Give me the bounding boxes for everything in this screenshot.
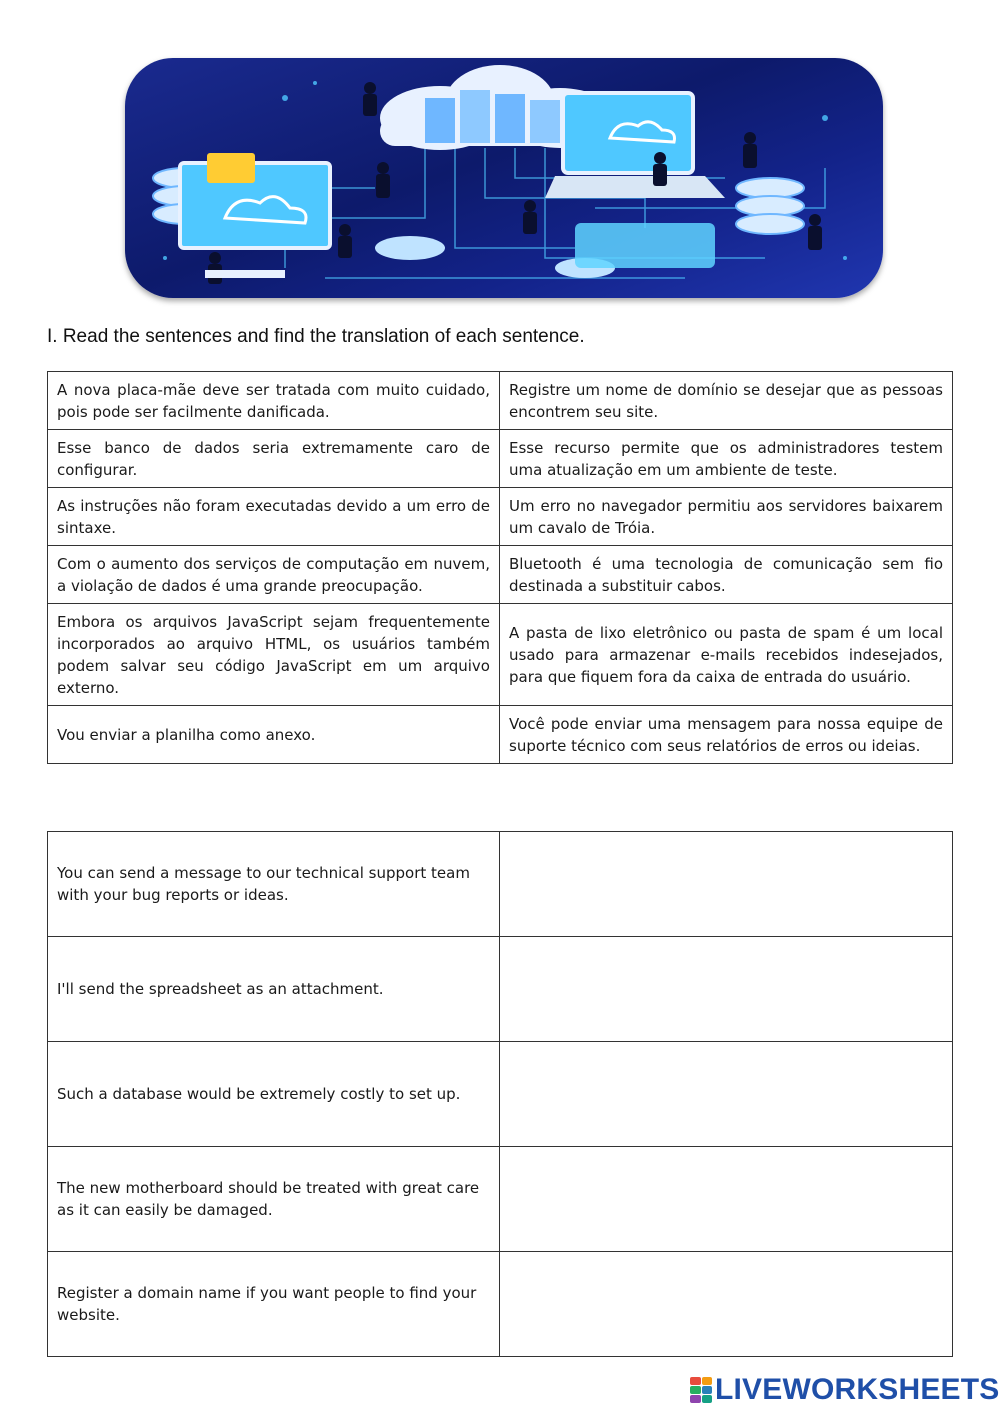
liveworksheets-logo-icon xyxy=(690,1377,712,1403)
table-row xyxy=(48,706,953,764)
table-row xyxy=(48,832,953,937)
table-row xyxy=(48,430,953,488)
answer-drop-zone[interactable] xyxy=(500,1147,953,1252)
table-row xyxy=(48,1252,953,1357)
cloud-network-illustration-icon xyxy=(125,58,883,298)
table-cell: Bluetooth é uma tecnologia de comunicação sem fio destinada a substituir cabos. xyxy=(500,546,953,604)
table-row xyxy=(48,488,953,546)
header-illustration xyxy=(125,58,883,298)
table-cell: As instruções não foram executadas devido a um erro de sintaxe. xyxy=(48,488,500,546)
english-sentence: The new motherboard should be treated with great care as it can easily be damaged. xyxy=(48,1147,500,1252)
table-cell: Embora os arquivos JavaScript sejam frequentemente incorporados ao arquivo HTML, os usuários também podem salvar seu código JavaScript em um arquivo externo. xyxy=(48,604,500,706)
table-cell: Esse recurso permite que os administradores testem uma atualização em um ambiente de teste. xyxy=(500,430,953,488)
table-row xyxy=(48,1042,953,1147)
answer-drop-zone[interactable] xyxy=(500,1042,953,1147)
table-row xyxy=(48,372,953,430)
logo-text: LIVEWORKSHEETS xyxy=(715,1373,1000,1406)
table-cell: Você pode enviar uma mensagem para nossa equipe de suporte técnico com seus relatórios de erros ou ideias. xyxy=(500,706,953,764)
table-cell: Um erro no navegador permitiu aos servidores baixarem um cavalo de Tróia. xyxy=(500,488,953,546)
answer-drop-zone[interactable] xyxy=(500,1252,953,1357)
table-row xyxy=(48,604,953,706)
instruction-heading: I. Read the sentences and find the translation of each sentence. xyxy=(47,326,585,347)
table-row xyxy=(48,937,953,1042)
portuguese-sentences-table xyxy=(47,371,953,764)
answer-drop-zone[interactable] xyxy=(500,937,953,1042)
table-cell: A nova placa-mãe deve ser tratada com muito cuidado, pois pode ser facilmente danificada. xyxy=(48,372,500,430)
english-sentence: Register a domain name if you want people to find your website. xyxy=(48,1252,500,1357)
english-sentence: You can send a message to our technical support team with your bug reports or ideas. xyxy=(48,832,500,937)
table-row xyxy=(48,546,953,604)
answer-drop-zone[interactable] xyxy=(500,832,953,937)
liveworksheets-logo xyxy=(690,1373,1000,1407)
table-cell: Esse banco de dados seria extremamente caro de configurar. xyxy=(48,430,500,488)
english-sentence: Such a database would be extremely costly to set up. xyxy=(48,1042,500,1147)
english-sentence: I'll send the spreadsheet as an attachment. xyxy=(48,937,500,1042)
table-cell: Com o aumento dos serviços de computação em nuvem, a violação de dados é uma grande preocupação. xyxy=(48,546,500,604)
table-row xyxy=(48,1147,953,1252)
table-cell: Registre um nome de domínio se desejar que as pessoas encontrem seu site. xyxy=(500,372,953,430)
english-translation-table xyxy=(47,831,953,1357)
table-cell: A pasta de lixo eletrônico ou pasta de spam é um local usado para armazenar e-mails recebidos indesejados, para que fiquem fora da caixa de entrada do usuário. xyxy=(500,604,953,706)
table-cell: Vou enviar a planilha como anexo. xyxy=(48,706,500,764)
